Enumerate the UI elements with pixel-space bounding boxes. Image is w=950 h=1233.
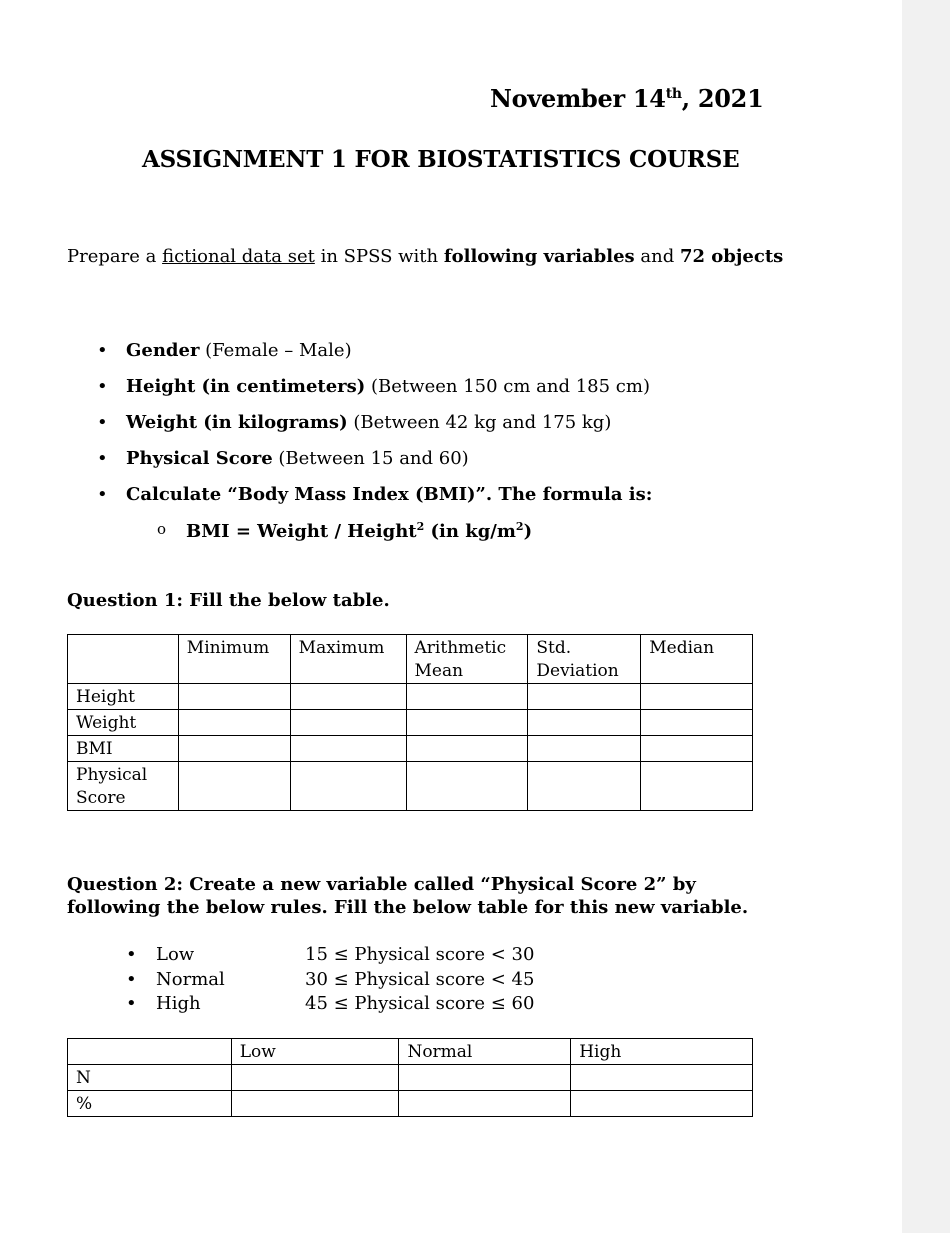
row-label: % <box>68 1091 232 1117</box>
bullet-icon: • <box>97 484 108 505</box>
table-cell[interactable] <box>406 710 528 736</box>
table-cell[interactable] <box>290 762 406 811</box>
table-cell[interactable] <box>399 1091 571 1117</box>
table-cell[interactable] <box>290 736 406 762</box>
table-header-row <box>68 635 753 684</box>
document-page: November 14th, 2021 ASSIGNMENT 1 FOR BIOSTATISTICS COURSE Prepare a fictional data set in SPSS with following variables and 72 objects • Gender (Female – Male) • Height (in centimeters) (Between 150 cm and 185 cm) • Weight (in kilograms) (Between 42 kg and 175 kg) • Physical Score (Between 15 and 60) • Calculate “Body Mass Index (BMI)”. The formula is: o BMI = Weight / Height$^2$ (in $kg/m^2$) Question 1: Fill the below table. Minimum Maximum Arithmetic Mean Std. Deviation Median Height Weight BMI Physical Score Question 2: Create a new variable called “Physical Score 2” by following the below rules. Fill the below table for this new variable. • Low 15 ≤ Physical score < 30 • Normal 30 ≤ Physical score < 45 • High 45 ≤ Physical score ≤ 60 Low Normal High N % <box>0 0 902 1233</box>
statistics-table <box>67 634 753 811</box>
table-cell[interactable] <box>528 736 641 762</box>
table-header-cell: Std. Deviation <box>528 635 641 684</box>
table-header-cell: High <box>571 1039 753 1065</box>
bmi-formula: BMI = Weight / Height$^2$ (in $kg/m^2$) <box>186 520 533 542</box>
table-cell[interactable] <box>231 1065 399 1091</box>
table-cell[interactable] <box>290 684 406 710</box>
row-label: Physical Score <box>68 762 179 811</box>
table-cell[interactable] <box>641 684 753 710</box>
bullet-icon: • <box>97 376 108 397</box>
table-cell[interactable] <box>178 710 290 736</box>
right-margin-gutter <box>902 0 950 1233</box>
table-header-cell: Arithmetic Mean <box>406 635 528 684</box>
table-cell[interactable] <box>406 736 528 762</box>
table-header-cell: Maximum <box>290 635 406 684</box>
table-header-row <box>68 1039 753 1065</box>
bullet-icon: • <box>126 993 137 1014</box>
table-header-cell: Minimum <box>178 635 290 684</box>
intro-paragraph: Prepare a fictional data set in SPSS with following variables and 72 objects <box>67 246 784 267</box>
table-cell[interactable] <box>571 1065 753 1091</box>
table-cell[interactable] <box>406 684 528 710</box>
question-1-heading: Question 1: Fill the below table. <box>67 590 390 611</box>
document-title: ASSIGNMENT 1 FOR BIOSTATISTICS COURSE <box>142 146 740 173</box>
table-header-cell: Low <box>231 1039 399 1065</box>
table-cell[interactable] <box>641 736 753 762</box>
fictional-data-set-text: fictional data set <box>162 246 315 267</box>
table-cell[interactable] <box>641 762 753 811</box>
rule-label: High <box>156 993 201 1014</box>
circle-bullet-icon: o <box>157 520 167 538</box>
table-cell[interactable] <box>231 1091 399 1117</box>
table-header-cell: Normal <box>399 1039 571 1065</box>
rule-range: 30 ≤ Physical score < 45 <box>305 968 535 990</box>
rule-label: Low <box>156 944 195 965</box>
bullet-icon: • <box>97 412 108 433</box>
table-row <box>68 684 753 710</box>
table-header-cell <box>68 635 179 684</box>
table-header-cell <box>68 1039 232 1065</box>
table-cell[interactable] <box>290 710 406 736</box>
question-2-heading: Question 2: Create a new variable called “Physical Score 2” by following the below rules. Fill the below table for this new variable. <box>67 874 749 918</box>
table-cell[interactable] <box>399 1065 571 1091</box>
bullet-icon: • <box>97 340 108 361</box>
frequency-table <box>67 1038 753 1117</box>
bullet-icon: • <box>97 448 108 469</box>
bullet-icon: • <box>126 968 137 990</box>
row-label: Height <box>68 684 179 710</box>
row-label: BMI <box>68 736 179 762</box>
table-row <box>68 1065 753 1091</box>
rule-label: Normal <box>156 968 225 990</box>
table-cell[interactable] <box>178 684 290 710</box>
document-date: November 14th, 2021 <box>490 84 764 113</box>
table-cell[interactable] <box>528 710 641 736</box>
table-header-cell: Median <box>641 635 753 684</box>
table-row <box>68 1091 753 1117</box>
table-cell[interactable] <box>178 762 290 811</box>
table-row <box>68 762 753 811</box>
row-label: N <box>68 1065 232 1091</box>
table-row <box>68 736 753 762</box>
rule-range: 45 ≤ Physical score ≤ 60 <box>305 993 535 1014</box>
table-row <box>68 710 753 736</box>
table-cell[interactable] <box>528 684 641 710</box>
table-cell[interactable] <box>528 762 641 811</box>
table-cell[interactable] <box>641 710 753 736</box>
table-cell[interactable] <box>406 762 528 811</box>
table-cell[interactable] <box>571 1091 753 1117</box>
table-cell[interactable] <box>178 736 290 762</box>
bullet-icon: • <box>126 944 137 965</box>
row-label: Weight <box>68 710 179 736</box>
rule-range: 15 ≤ Physical score < 30 <box>305 944 535 965</box>
